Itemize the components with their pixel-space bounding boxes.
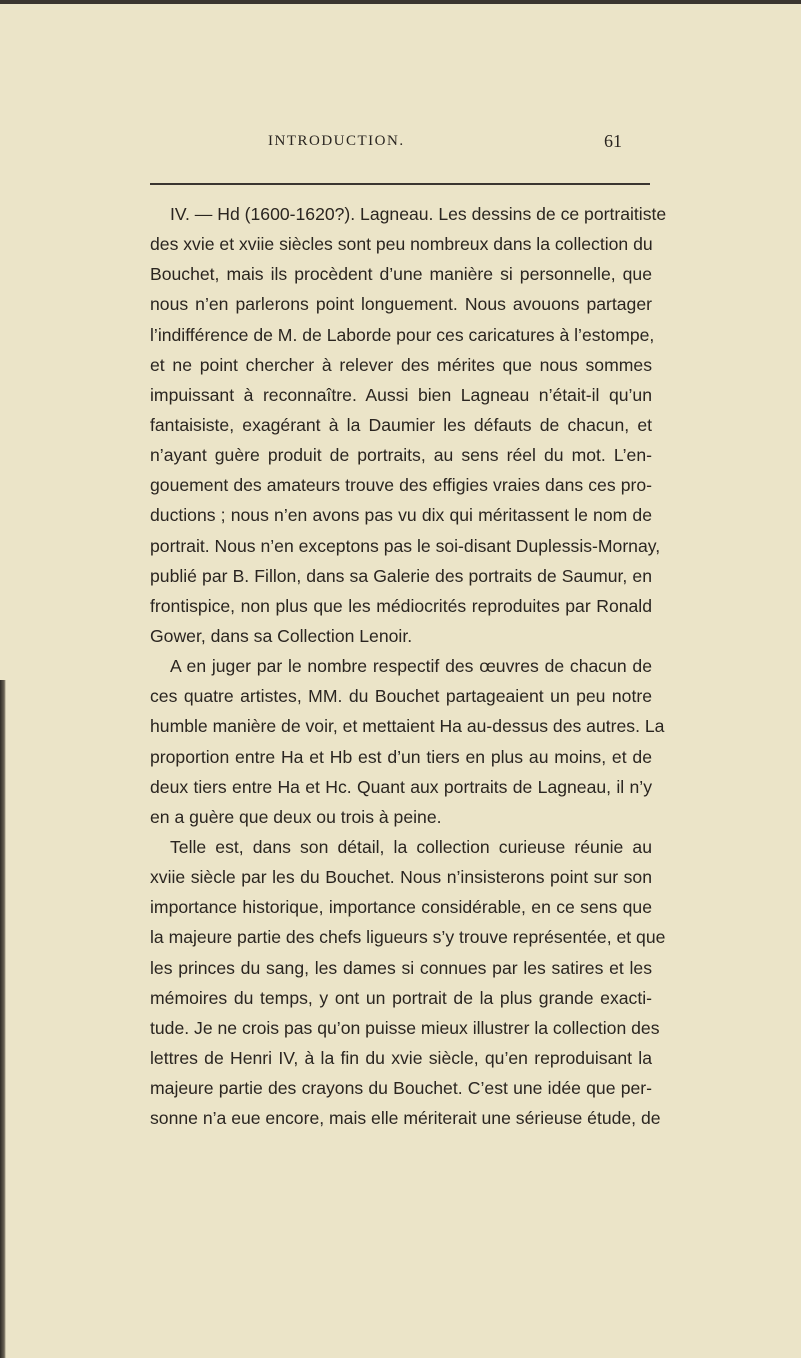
text-line: IV. — Hd (1600-1620?). Lagneau. Les dessins de ce portraitiste <box>170 204 667 224</box>
text-line: A en juger par le nombre respectif des œuvres de chacun de <box>170 656 652 677</box>
text-line: Telle est, dans son détail, la collection curieuse réunie au <box>170 836 652 857</box>
text-line: et ne point chercher à relever des mérites que nous sommes <box>150 354 652 375</box>
running-head <box>0 133 801 157</box>
header-rule <box>150 183 650 185</box>
text-line: la majeure partie des chefs ligueurs s’y trouve représentée, et que <box>150 927 666 948</box>
page-number: 61 <box>604 131 622 151</box>
text-line: deux tiers entre Ha et Hc. Quant aux portraits de Lagneau, il n’y <box>150 776 652 797</box>
text-line: fantaisiste, exagérant à la Daumier les défauts de chacun, et <box>150 414 652 435</box>
page-top-rule <box>0 0 801 4</box>
text-line: n’ayant guère produit de portraits, au sens réel du mot. L’en- <box>150 445 652 466</box>
text-line: publié par B. Fillon, dans sa Galerie des portraits de Saumur, en <box>150 565 652 586</box>
text-line: en a guère que deux ou trois à peine. <box>150 806 442 827</box>
text-line: ductions ; nous n’en avons pas vu dix qui méritassent le nom de <box>150 505 652 526</box>
text-line: nous n’en parlerons point longuement. Nous avouons partager <box>150 294 652 315</box>
text-line: humble manière de voir, et mettaient Ha au-dessus des autres. La <box>150 716 665 737</box>
text-line: lettres de Henri IV, à la fin du xvie siècle, qu’en reproduisant la <box>150 1047 652 1068</box>
text-line: sonne n’a eue encore, mais elle mériterait une sérieuse étude, de <box>150 1108 661 1129</box>
running-title: INTRODUCTION. <box>268 133 405 149</box>
text-line: mémoires du temps, y ont un portrait de la plus grande exacti- <box>150 987 652 1008</box>
text-line: tude. Je ne crois pas qu’on puisse mieux illustrer la collection des <box>150 1017 660 1038</box>
text-line: gouement des amateurs trouve des effigies vraies dans ces pro- <box>150 475 652 496</box>
text-line: frontispice, non plus que les médiocrités reproduites par Ronald <box>150 595 652 616</box>
text-line: l’indifférence de M. de Laborde pour ces caricatures à l’estompe, <box>150 324 655 345</box>
text-line: majeure partie des crayons du Bouchet. C’est une idée que per- <box>150 1078 652 1099</box>
text-line: xviie siècle par les du Bouchet. Nous n’insisterons point sur son <box>150 867 652 888</box>
text-line: impuissant à reconnaître. Aussi bien Lagneau n’était-il qu’un <box>150 384 652 405</box>
text-line: Bouchet, mais ils procèdent d’une manière si personnelle, que <box>150 264 652 285</box>
text-line: les princes du sang, les dames si connues par les satires et les <box>150 957 652 978</box>
page-binding-edge <box>0 680 6 1358</box>
text-line: importance historique, importance considérable, en ce sens que <box>150 897 652 918</box>
text-line: Gower, dans sa Collection Lenoir. <box>150 625 413 646</box>
text-line: proportion entre Ha et Hb est d’un tiers en plus au moins, et de <box>150 746 652 767</box>
text-line: des xvie et xviie siècles sont peu nombreux dans la collection du <box>150 234 653 255</box>
text-line: portrait. Nous n’en exceptons pas le soi-disant Duplessis-Mornay, <box>150 535 661 556</box>
body-text <box>150 199 667 1133</box>
text-line: ces quatre artistes, MM. du Bouchet partageaient un peu notre <box>150 686 652 707</box>
